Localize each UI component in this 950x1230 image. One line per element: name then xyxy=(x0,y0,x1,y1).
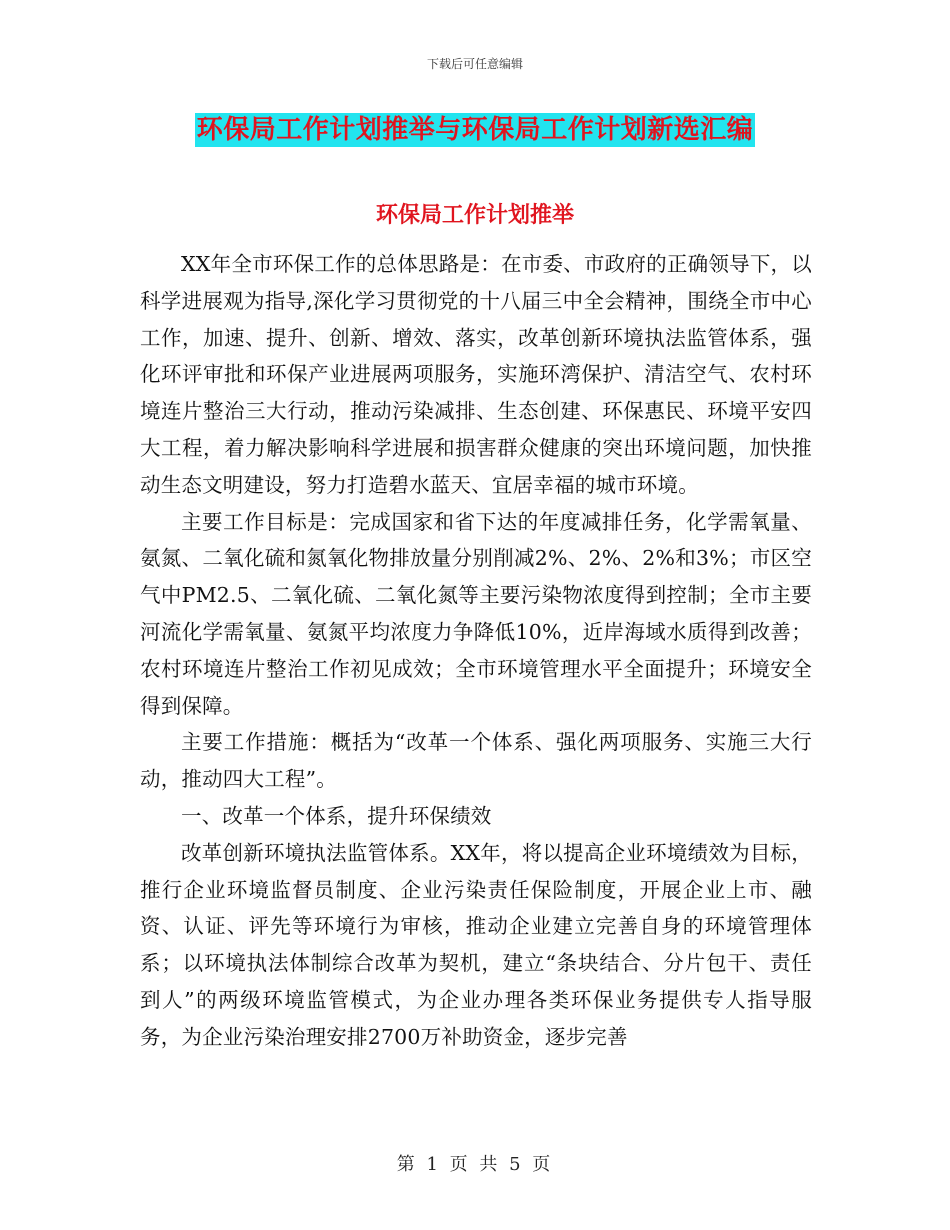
section-title: 环保局工作计划推举 xyxy=(375,203,574,228)
paragraph-main-measures: 主要工作措施：概括为“改革一个体系、强化两项服务、实施三大行动，推动四大工程”。 xyxy=(140,730,812,792)
paragraph-reform-system: 改革创新环境执法监管体系。XX年，将以提高企业环境绩效为目标，推行企业环境监督员制度、企业污染责任保险制度，开展企业上市、融资、认证、评先等环境行为审核，推动企业建立完善自身的环境管理体系；以环境执法体制综合改革为契机，建立“条块结合、分片包干、责任到人”的两级环境监管模式，为企业办理各类环保业务提供专人指导服务，为企业污染治理安排2700万补助资金，逐步完善 xyxy=(140,840,812,1049)
document-body xyxy=(140,246,812,1056)
paragraph-overall-approach: XX年全市环保工作的总体思路是：在市委、市政府的正确领导下，以科学进展观为指导,深化学习贯彻党的十八届三中全会精神，围绕全市中心工作，加速、提升、创新、增效、落实，改革创新环境执法监管体系，强化环评审批和环保产业进展两项服务，实施环湾保护、清洁空气、农村环境连片整治三大行动，推动污染减排、生态创建、环保惠民、环境平安四大工程，着力解决影响科学进展和损害群众健康的突出环境问题，加快推动生态文明建设，努力打造碧水蓝天、宜居幸福的城市环境。 xyxy=(140,252,812,497)
page-footer: 第 1 页 共 5 页 xyxy=(396,1154,554,1175)
paragraph-main-goals: 主要工作目标是：完成国家和省下达的年度减排任务，化学需氧量、氨氮、二氧化硫和氮氧化物排放量分别削减2%、2%、2%和3%；市区空气中PM2.5、二氧化硫、二氧化氮等主要污染物浓度得到控制；全市主要河流化学需氧量、氨氮平均浓度力争降低10%，近岸海域水质得到改善；农村环境连片整治工作初见成效；全市环境管理水平全面提升；环境安全得到保障。 xyxy=(140,509,812,718)
main-title: 环保局工作计划推举与环保局工作计划新选汇编 xyxy=(196,115,754,145)
paragraph-heading-one: 一、改革一个体系，提升环保绩效 xyxy=(181,803,492,828)
main-title-wrap xyxy=(0,113,950,147)
header-note: 下载后可任意编辑 xyxy=(426,57,523,71)
